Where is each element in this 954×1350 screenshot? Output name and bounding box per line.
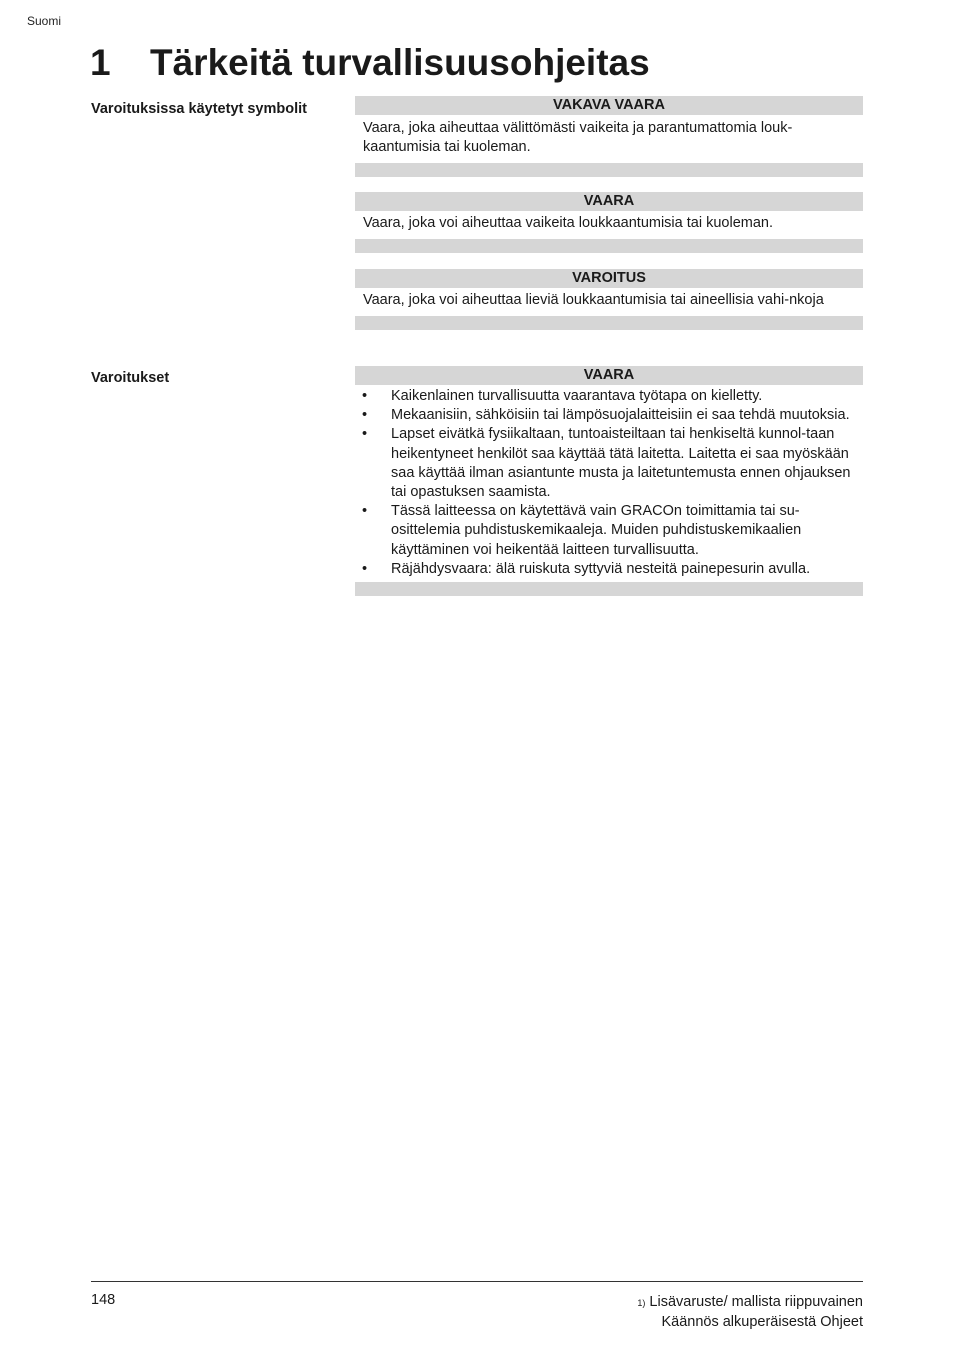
footnote-mark: 1) — [637, 1298, 646, 1308]
translation-note: Käännös alkuperäisestä Ohjeet — [661, 1314, 863, 1330]
symbols-section-label: Varoituksissa käytetyt symbolit — [91, 101, 307, 117]
symbol-box-severe-danger — [355, 96, 863, 177]
symbol-box-heading: VAARA — [355, 192, 863, 211]
symbol-box-footer-bar — [355, 163, 863, 177]
list-item: • Tässä laitteessa on käytettävä vain GRACOn toimittamia tai su-osittelemia puhdistuskemikaaleja. Muiden puhdistuskemikaalien käyttäminen voi heikentää laitteen turvallisuutta. — [362, 503, 802, 558]
chapter-number: 1 — [90, 42, 111, 83]
symbol-box-danger — [355, 192, 863, 253]
symbol-box-warning — [355, 269, 863, 330]
footnote — [637, 1292, 863, 1312]
symbol-box-footer-bar — [355, 239, 863, 253]
symbol-box-text: Vaara, joka voi aiheuttaa vaikeita loukkaantumisia tai kuoleman. — [363, 215, 773, 231]
symbol-box-heading: VAKAVA VAARA — [355, 96, 863, 115]
footnote-text: Lisävaruste/ mallista riippuvainen — [649, 1294, 863, 1310]
symbol-box-text: Vaara, joka voi aiheuttaa lieviä loukkaantumisia tai aineellisia vahi-nkoja — [363, 292, 824, 308]
list-item: • Mekaanisiin, sähköisiin tai lämpösuojalaitteisiin ei saa tehdä muutoksia. — [362, 406, 855, 425]
page-number: 148 — [91, 1292, 116, 1308]
list-item: • Lapset eivätkä fysiikaltaan, tuntoaisteiltaan tai henkiseltä kunnol-taan heikentyneet henkilöt saa käyttää tätä laitetta. Laitetta ei saa myöskään saa käyttää ilman asiantunte musta ja laitetuntemusta ennen ohjauksen tai opastuksen saamista. — [362, 426, 851, 501]
bullet-icon: • — [362, 503, 368, 520]
symbol-box-text: Vaara, joka aiheuttaa välittömästi vaikeita ja parantumattomia louk-kaantumisia tai kuoleman. — [363, 120, 793, 156]
bullet-icon: • — [362, 560, 368, 577]
bullet-icon: • — [362, 426, 368, 443]
list-item: • Räjähdysvaara: älä ruiskuta syttyviä nesteitä painepesurin avulla. — [362, 560, 855, 579]
warnings-section-label: Varoitukset — [91, 370, 170, 386]
bullet-icon: • — [362, 388, 368, 404]
footer-notes — [637, 1292, 863, 1332]
chapter-title: Tärkeitä turvallisuusohjeitas — [150, 42, 650, 83]
language-label: Suomi — [27, 14, 62, 28]
chapter-heading — [90, 42, 650, 84]
warnings-box-footer-bar — [355, 582, 863, 596]
footer-divider — [91, 1281, 863, 1282]
symbol-box-heading: VAROITUS — [355, 269, 863, 288]
warnings-box-heading: VAARA — [355, 366, 863, 385]
symbol-box-footer-bar — [355, 316, 863, 330]
warnings-box — [355, 366, 863, 596]
bullet-icon: • — [362, 407, 368, 424]
warnings-list — [355, 385, 863, 582]
list-item: • Kaikenlainen turvallisuutta vaarantava työtapa on kielletty. — [362, 387, 855, 406]
